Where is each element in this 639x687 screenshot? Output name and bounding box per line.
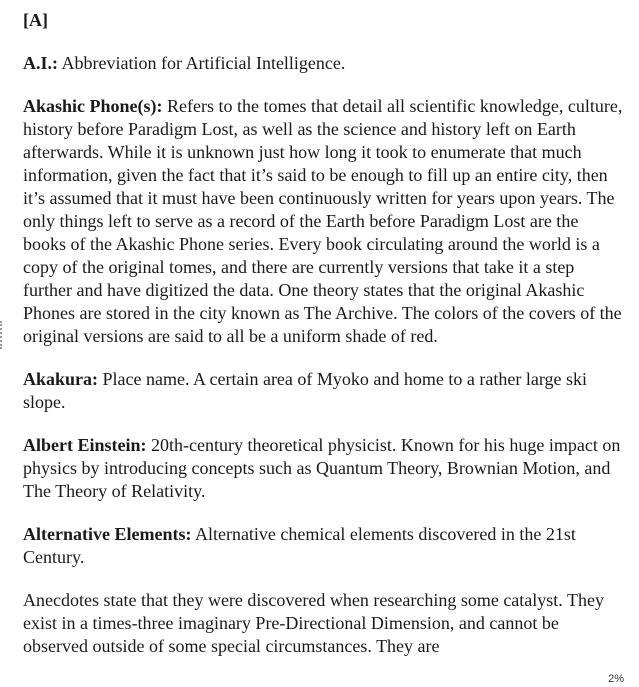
continuation-paragraph: Anecdotes state that they were discovered when researching some catalyst. They exist in a times-three imaginary Pre-Directional Dimension, and cannot be observed outside of some special circumstances. They are bbox=[23, 590, 604, 656]
page-turn-handle[interactable] bbox=[0, 321, 3, 349]
entry-definition: 20th-century theoretical physicist. Known for his huge impact on physics by introducing concepts such as Quantum Theory, Brownian Motion, and The Theory of Relativity. bbox=[23, 435, 621, 501]
entry-definition: Alternative chemical elements discovered in the 21st Century. bbox=[23, 524, 576, 567]
entry-term: Albert Einstein: bbox=[23, 435, 147, 455]
glossary-entry-albert-einstein bbox=[23, 434, 625, 503]
entry-definition: Refers to the tomes that detail all scientific knowledge, culture, history before Paradigm Lost, as well as the science and history left on Earth afterwards. While it is unknown just how long it took to enumerate that much information, given the fact that it’s said to be enough to fill up an entire city, then it’s assumed that it must have been continuously written for years upon years. The only things left to serve as a record of the Earth before Paradigm Lost are the books of the Akashic Phone series. Every book circulating around the world is a copy of the original tomes, and there are currently versions that take it a step further and have digitized the data. One theory states that the original Akashic Phones are stored in the city known as The Archive. The colors of the covers of the original versions are said to all be a uniform shade of red. bbox=[23, 96, 623, 346]
section-heading: [A] bbox=[23, 10, 48, 30]
entry-definition: Place name. A certain area of Myoko and home to a rather large ski slope. bbox=[23, 369, 588, 412]
glossary-entry-alternative-elements bbox=[23, 523, 625, 569]
entry-term: A.I.: bbox=[23, 53, 58, 73]
glossary-entry-ai bbox=[23, 52, 625, 75]
entry-term: Akakura: bbox=[23, 369, 99, 389]
entry-definition: Abbreviation for Artificial Intelligence. bbox=[58, 53, 346, 73]
glossary-entry-akashic-phone bbox=[23, 95, 625, 348]
entry-term: Akashic Phone(s): bbox=[23, 96, 163, 116]
reading-progress: 2% bbox=[608, 673, 624, 685]
entry-term: Alternative Elements: bbox=[23, 524, 192, 544]
glossary-entry-akakura bbox=[23, 368, 625, 414]
glossary-content bbox=[23, 6, 625, 664]
